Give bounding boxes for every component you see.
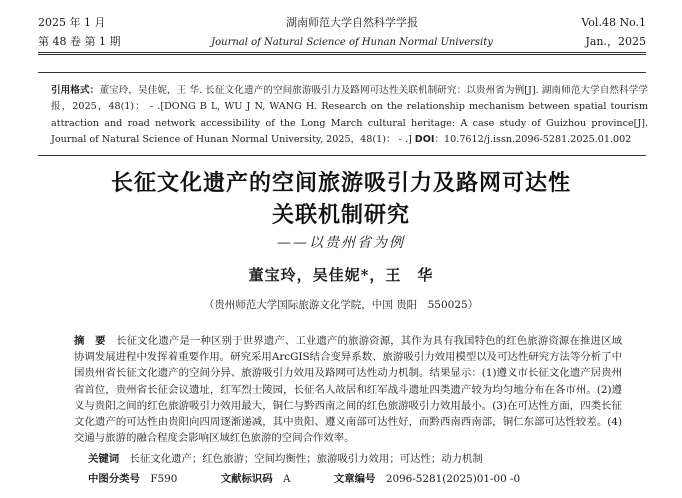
doi-value[interactable]: ：10.7612/j.issn.2096-5281.2025.01.002 bbox=[434, 134, 632, 146]
paper-subtitle: ——以贵州省为例 bbox=[277, 235, 405, 251]
issue-date-en: Jan.，2025 bbox=[585, 35, 646, 48]
abstract-label: 摘 要 bbox=[74, 335, 106, 347]
article-number-value: 2096-5281(2025)01-00 -0 bbox=[385, 473, 521, 485]
author-affiliation: （贵州师范大学国际旅游文化学院，中国 贵阳 550025） bbox=[203, 299, 479, 311]
volume-issue-cn: 第 48 卷 第 1 期 bbox=[38, 35, 121, 48]
doi-label: DOI bbox=[414, 134, 435, 146]
journal-name-en: Journal of Natural Science of Hunan Normal University bbox=[211, 37, 493, 48]
journal-header-row-1 bbox=[38, 14, 646, 30]
journal-header-row-2 bbox=[38, 33, 646, 49]
keywords-text: 长征文化遗产；红色旅游；空间均衡性；旅游吸引力效用；可达性；动力机制 bbox=[129, 453, 483, 465]
citation-top-rule bbox=[38, 72, 646, 73]
volume-number: Vol.48 No.1 bbox=[581, 16, 646, 29]
header-rule bbox=[38, 52, 646, 55]
citation-block bbox=[51, 83, 648, 149]
classification-row bbox=[88, 470, 520, 485]
document-code-label: 文献标识码 bbox=[220, 473, 273, 485]
issue-date: 2025 年 1 月 bbox=[38, 16, 106, 29]
journal-name-cn: 湖南师范大学自然科学学报 bbox=[286, 16, 418, 29]
clc-value: F590 bbox=[150, 473, 178, 485]
abstract bbox=[74, 333, 622, 446]
citation-bottom-rule bbox=[38, 155, 646, 156]
paper-title-line-1: 长征文化遗产的空间旅游吸引力及路网可达性 bbox=[110, 171, 571, 196]
clc-label: 中图分类号 bbox=[88, 473, 140, 485]
abstract-text: 长征文化遗产是一种区别于世界遗产、工业遗产的旅游资源，其作为具有我国特色的红色旅游资源在推进区域协调发展进程中发挥着重要作用。研究采用ArcGIS结合变异系数、旅游吸引力效用模型以及可达性研究方法等分析了中国贵州省长征文化遗产的空间分异、旅游吸引力效用及路网可达性动力机制。结果显示：(1)遵义市长征文化遗产居贵州省首位，贵州省长征会议遗址，红军烈士陵园，长征名人故居和红军战斗遗址四类遗产较为均匀地分布在各市州。(2)遵义与贵阳之间的红色旅游吸引力效用最大，铜仁与黔西南之间的红色旅游吸引力效用最小。(3)在可达性方面，四类长征文化遗产的可达性由贵阳向四周逐渐递减，其中贵阳、遵义南部可达性好，而黔西南西南部，铜仁东部可达性较差。(4)交通与旅游的融合程度会影响区域红色旅游的空间合作效率。 bbox=[74, 335, 623, 445]
keywords bbox=[88, 451, 622, 467]
article-number-label: 文章编号 bbox=[333, 473, 376, 485]
citation-label: 引用格式： bbox=[51, 85, 100, 96]
author-list: 董宝玲，吴佳妮*，王 华 bbox=[248, 266, 434, 284]
document-code-value: A bbox=[283, 473, 291, 485]
keywords-label: 关键词 bbox=[88, 453, 120, 465]
citation-text: 董宝玲，吴佳妮，王 华. 长征文化遗产的空间旅游吸引力及路网可达性关联机制研究：以贵州省为例[J]. 湖南师范大学自然科学学报，2025，48(1)： - .[DONG B L, WU J N, WANG H. Research on the relationship mechanism between spatial tourism attraction and road network accessibility of the Long March cultural heritage: A case study of Guizhou province[J]. Journal of Natural Science of Hunan Normal University, 2025，48(1)： - .] bbox=[51, 85, 649, 146]
paper-title-line-2: 关联机制研究 bbox=[271, 203, 410, 228]
